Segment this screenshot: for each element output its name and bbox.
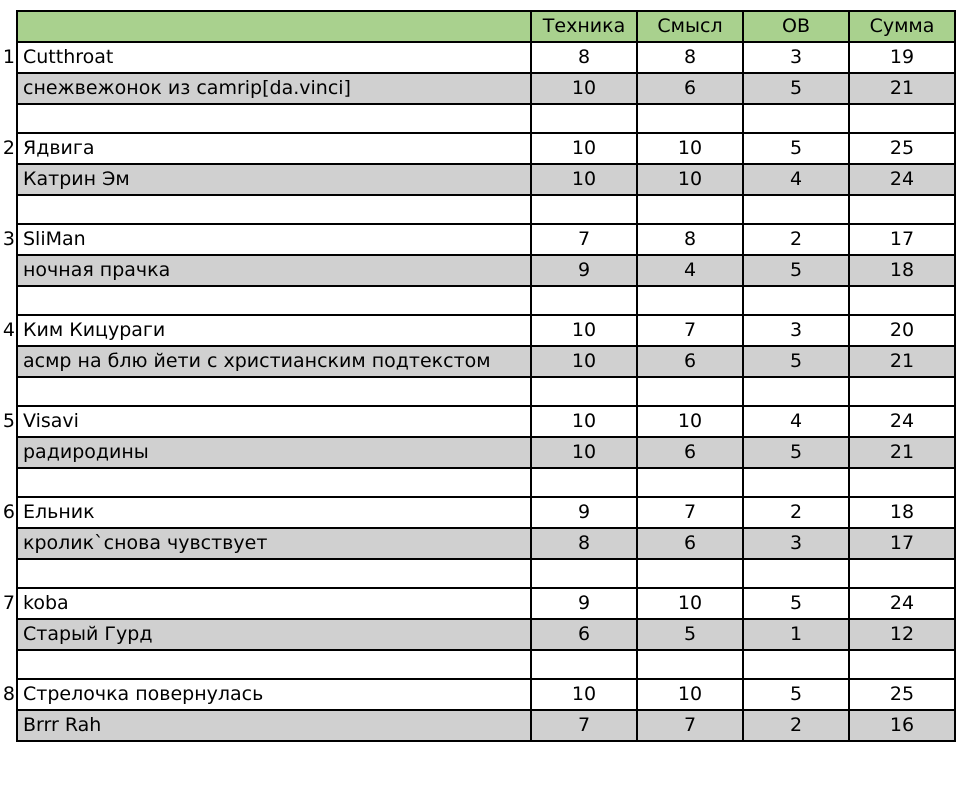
index-cell	[0, 377, 17, 406]
sum-cell[interactable]: 18	[849, 497, 955, 528]
entry-name-cell[interactable]: кролик`снова чувствует	[17, 528, 531, 559]
empty-cell[interactable]	[17, 377, 531, 406]
table-row	[0, 679, 955, 710]
row-index: 8	[0, 679, 17, 710]
sum-cell[interactable]: 12	[849, 619, 955, 650]
entry-name-cell[interactable]: Ельник	[17, 497, 531, 528]
ov-cell[interactable]: 1	[743, 619, 849, 650]
row-index	[0, 255, 17, 286]
index-cell	[0, 195, 17, 224]
header-ov[interactable]: ОВ	[743, 11, 849, 42]
empty-cell[interactable]	[637, 377, 743, 406]
spacer-row	[0, 559, 955, 588]
ov-cell[interactable]: 3	[743, 528, 849, 559]
empty-cell[interactable]	[637, 286, 743, 315]
table-row	[0, 437, 955, 468]
meaning-cell[interactable]: 10	[637, 133, 743, 164]
empty-cell[interactable]	[849, 468, 955, 497]
ov-cell[interactable]: 2	[743, 710, 849, 741]
empty-cell[interactable]	[743, 104, 849, 133]
meaning-cell[interactable]: 10	[637, 588, 743, 619]
ov-cell[interactable]: 5	[743, 73, 849, 104]
sum-cell[interactable]: 16	[849, 710, 955, 741]
header-sum[interactable]: Сумма	[849, 11, 955, 42]
empty-cell[interactable]	[849, 377, 955, 406]
index-cell	[0, 104, 17, 133]
row-index: 2	[0, 133, 17, 164]
sum-cell[interactable]: 18	[849, 255, 955, 286]
technique-cell[interactable]: 9	[531, 588, 637, 619]
empty-cell[interactable]	[849, 650, 955, 679]
ov-cell[interactable]: 3	[743, 42, 849, 73]
technique-cell[interactable]: 10	[531, 133, 637, 164]
empty-cell[interactable]	[743, 650, 849, 679]
meaning-cell[interactable]: 10	[637, 164, 743, 195]
row-index: 6	[0, 497, 17, 528]
empty-cell[interactable]	[17, 104, 531, 133]
meaning-cell[interactable]: 8	[637, 42, 743, 73]
spacer-row	[0, 286, 955, 315]
entry-name-cell[interactable]: Brrr Rah	[17, 710, 531, 741]
ov-cell[interactable]: 5	[743, 255, 849, 286]
empty-cell[interactable]	[849, 195, 955, 224]
table-row	[0, 346, 955, 377]
meaning-cell[interactable]: 6	[637, 346, 743, 377]
meaning-cell[interactable]: 5	[637, 619, 743, 650]
technique-cell[interactable]: 9	[531, 497, 637, 528]
ov-cell[interactable]: 5	[743, 346, 849, 377]
header-meaning[interactable]: Смысл	[637, 11, 743, 42]
entry-name-cell[interactable]: радиродины	[17, 437, 531, 468]
table-row	[0, 315, 955, 346]
technique-cell[interactable]: 10	[531, 406, 637, 437]
technique-cell[interactable]: 7	[531, 710, 637, 741]
empty-cell[interactable]	[637, 650, 743, 679]
index-cell	[0, 11, 17, 42]
ov-cell[interactable]: 2	[743, 497, 849, 528]
empty-cell[interactable]	[531, 559, 637, 588]
spacer-row	[0, 377, 955, 406]
empty-cell[interactable]	[743, 377, 849, 406]
technique-cell[interactable]: 7	[531, 224, 637, 255]
technique-cell[interactable]: 10	[531, 437, 637, 468]
empty-cell[interactable]	[849, 559, 955, 588]
table-row	[0, 406, 955, 437]
spacer-row	[0, 650, 955, 679]
meaning-cell[interactable]: 7	[637, 315, 743, 346]
entry-name-cell[interactable]: Ядвига	[17, 133, 531, 164]
sum-cell[interactable]: 17	[849, 528, 955, 559]
ov-cell[interactable]: 5	[743, 679, 849, 710]
entry-name-cell[interactable]: Ким Кицураги	[17, 315, 531, 346]
ov-cell[interactable]: 4	[743, 406, 849, 437]
sum-cell[interactable]: 21	[849, 437, 955, 468]
entry-name-cell[interactable]: Visavi	[17, 406, 531, 437]
empty-cell[interactable]	[637, 559, 743, 588]
meaning-cell[interactable]: 10	[637, 679, 743, 710]
index-cell	[0, 286, 17, 315]
entry-name-cell[interactable]: асмр на блю йети с христианским подтекстом	[17, 346, 531, 377]
empty-cell[interactable]	[17, 468, 531, 497]
technique-cell[interactable]: 10	[531, 346, 637, 377]
empty-cell[interactable]	[531, 104, 637, 133]
technique-cell[interactable]: 9	[531, 255, 637, 286]
entry-name-cell[interactable]: Стрелочка повернулась	[17, 679, 531, 710]
sum-cell[interactable]: 24	[849, 588, 955, 619]
empty-cell[interactable]	[17, 650, 531, 679]
empty-cell[interactable]	[531, 468, 637, 497]
technique-cell[interactable]: 10	[531, 315, 637, 346]
ov-cell[interactable]: 5	[743, 588, 849, 619]
score-table-body	[0, 11, 955, 741]
row-index	[0, 710, 17, 741]
row-index: 3	[0, 224, 17, 255]
table-row	[0, 133, 955, 164]
table-row	[0, 164, 955, 195]
empty-cell[interactable]	[743, 286, 849, 315]
entry-name-cell[interactable]: Старый Гурд	[17, 619, 531, 650]
ov-cell[interactable]: 3	[743, 315, 849, 346]
header-name[interactable]	[17, 11, 531, 42]
sum-cell[interactable]: 21	[849, 346, 955, 377]
empty-cell[interactable]	[637, 468, 743, 497]
ov-cell[interactable]: 4	[743, 164, 849, 195]
entry-name-cell[interactable]: ночная прачка	[17, 255, 531, 286]
meaning-cell[interactable]: 7	[637, 710, 743, 741]
row-index: 5	[0, 406, 17, 437]
empty-cell[interactable]	[743, 468, 849, 497]
empty-cell[interactable]	[531, 195, 637, 224]
empty-cell[interactable]	[743, 559, 849, 588]
empty-cell[interactable]	[531, 377, 637, 406]
sum-cell[interactable]: 19	[849, 42, 955, 73]
row-index	[0, 346, 17, 377]
row-index: 7	[0, 588, 17, 619]
table-row	[0, 619, 955, 650]
row-index	[0, 528, 17, 559]
table-row	[0, 224, 955, 255]
index-cell	[0, 559, 17, 588]
table-row	[0, 497, 955, 528]
technique-cell[interactable]: 8	[531, 528, 637, 559]
score-table	[0, 10, 956, 742]
index-cell	[0, 650, 17, 679]
ov-cell[interactable]: 5	[743, 133, 849, 164]
technique-cell[interactable]: 8	[531, 42, 637, 73]
meaning-cell[interactable]: 6	[637, 437, 743, 468]
spacer-row	[0, 104, 955, 133]
spacer-row	[0, 468, 955, 497]
entry-name-cell[interactable]: Cutthroat	[17, 42, 531, 73]
technique-cell[interactable]: 10	[531, 73, 637, 104]
row-index: 4	[0, 315, 17, 346]
empty-cell[interactable]	[17, 559, 531, 588]
table-row	[0, 588, 955, 619]
empty-cell[interactable]	[531, 286, 637, 315]
empty-cell[interactable]	[17, 286, 531, 315]
sum-cell[interactable]: 17	[849, 224, 955, 255]
table-row	[0, 73, 955, 104]
empty-cell[interactable]	[531, 650, 637, 679]
table-row	[0, 528, 955, 559]
empty-cell[interactable]	[17, 195, 531, 224]
sum-cell[interactable]: 24	[849, 406, 955, 437]
sum-cell[interactable]: 24	[849, 164, 955, 195]
sum-cell[interactable]: 25	[849, 133, 955, 164]
header-technique[interactable]: Техника	[531, 11, 637, 42]
meaning-cell[interactable]: 7	[637, 497, 743, 528]
sum-cell[interactable]: 20	[849, 315, 955, 346]
entry-name-cell[interactable]: koba	[17, 588, 531, 619]
table-row	[0, 710, 955, 741]
index-cell	[0, 468, 17, 497]
row-index	[0, 164, 17, 195]
empty-cell[interactable]	[637, 195, 743, 224]
meaning-cell[interactable]: 10	[637, 406, 743, 437]
sum-cell[interactable]: 21	[849, 73, 955, 104]
ov-cell[interactable]: 5	[743, 437, 849, 468]
entry-name-cell[interactable]: Катрин Эм	[17, 164, 531, 195]
entry-name-cell[interactable]: SliMan	[17, 224, 531, 255]
empty-cell[interactable]	[849, 104, 955, 133]
row-index	[0, 619, 17, 650]
meaning-cell[interactable]: 8	[637, 224, 743, 255]
table-row	[0, 42, 955, 73]
row-index	[0, 73, 17, 104]
meaning-cell[interactable]: 6	[637, 73, 743, 104]
spacer-row	[0, 195, 955, 224]
technique-cell[interactable]: 10	[531, 679, 637, 710]
empty-cell[interactable]	[637, 104, 743, 133]
row-index: 1	[0, 42, 17, 73]
entry-name-cell[interactable]: снежвежонок из camrip[da.vinci]	[17, 73, 531, 104]
technique-cell[interactable]: 6	[531, 619, 637, 650]
ov-cell[interactable]: 2	[743, 224, 849, 255]
empty-cell[interactable]	[743, 195, 849, 224]
technique-cell[interactable]: 10	[531, 164, 637, 195]
meaning-cell[interactable]: 4	[637, 255, 743, 286]
table-row	[0, 255, 955, 286]
empty-cell[interactable]	[849, 286, 955, 315]
header-row	[0, 11, 955, 42]
sum-cell[interactable]: 25	[849, 679, 955, 710]
meaning-cell[interactable]: 6	[637, 528, 743, 559]
row-index	[0, 437, 17, 468]
